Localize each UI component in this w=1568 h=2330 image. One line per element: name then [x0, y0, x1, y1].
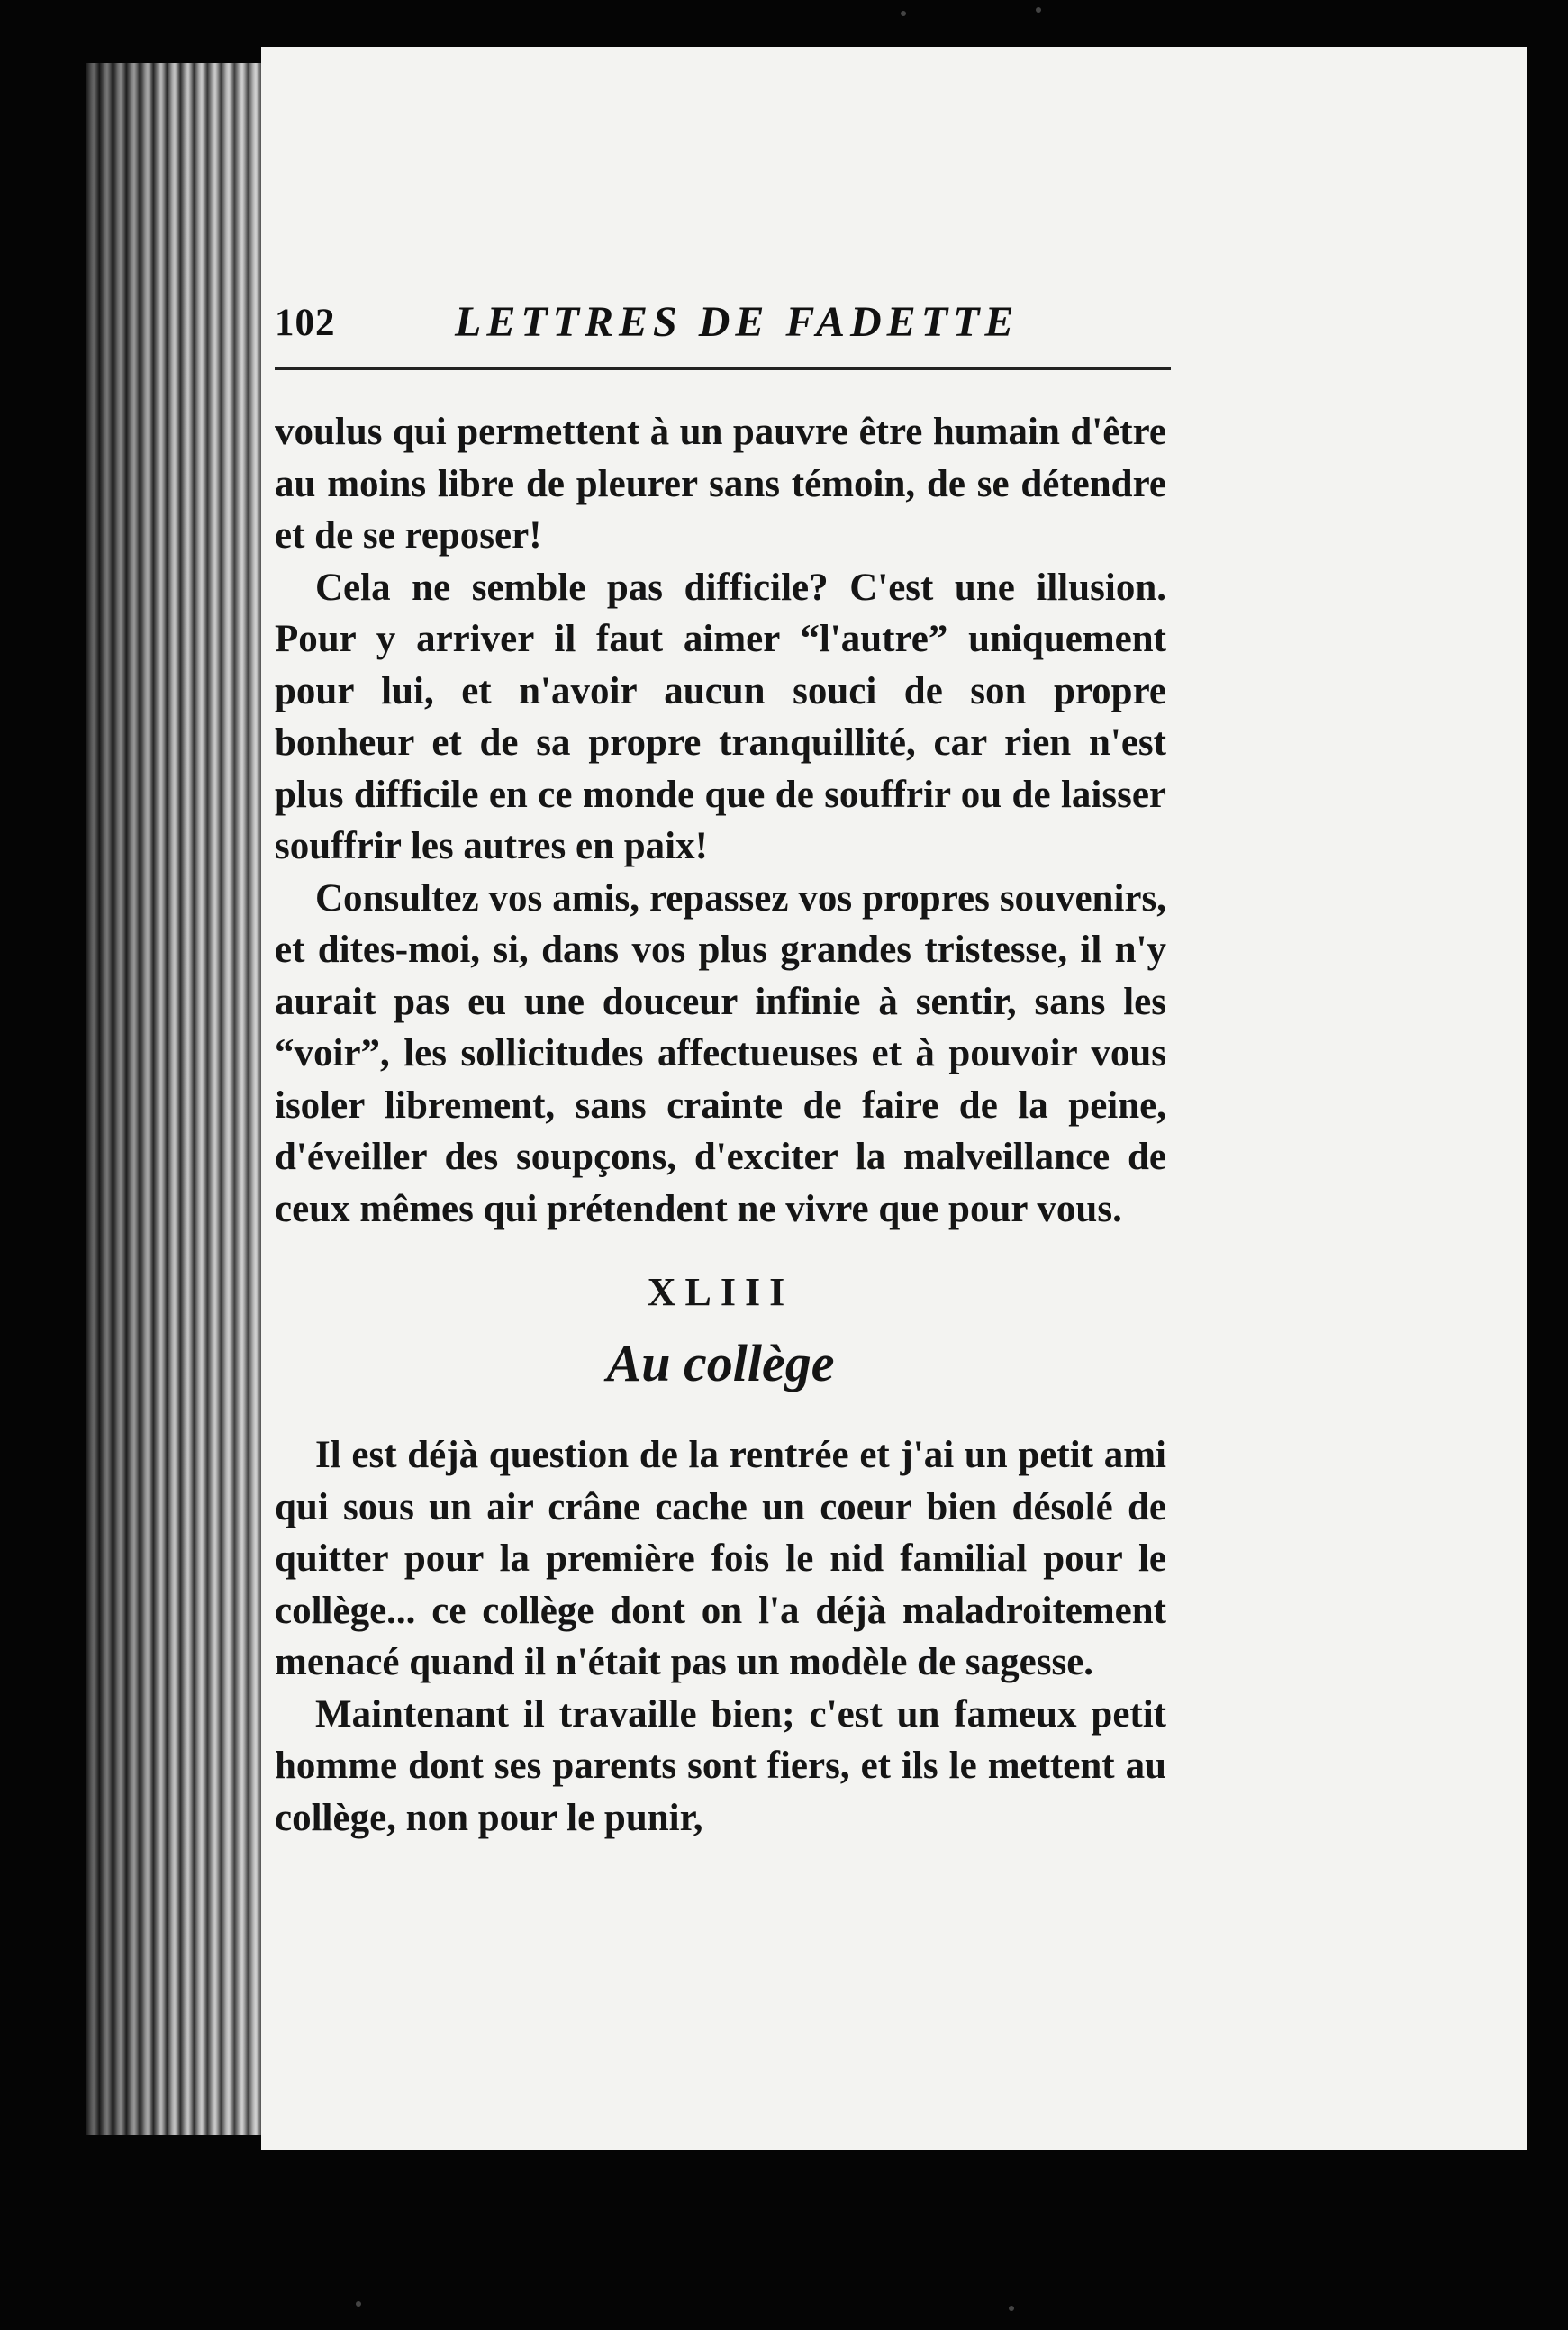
page-content [275, 297, 1446, 1844]
scan-speck [901, 11, 906, 16]
chapter-number: XLIII [647, 1270, 794, 1314]
paragraph: voulus qui permettent à un pauvre être humain d'être au moins libre de pleurer sans témoin, de se détendre et de se reposer! [275, 411, 1166, 557]
paragraph: Il est déjà question de la rentrée et j'ai un petit ami qui sous un air crâne cache un coeur bien désolé de quitter pour la première fois le nid familial pour le collège... ce collège dont on l'a déjà maladroitement menacé quand il n'était pas un modèle de sagesse. [275, 1434, 1166, 1683]
chapter-text [275, 1429, 1166, 1844]
header-rule [275, 367, 1171, 370]
chapter-title: Au collège [606, 1334, 835, 1392]
scan-speck [1036, 7, 1041, 13]
scan-speck [1009, 2306, 1014, 2311]
paragraph: Consultez vos amis, repassez vos propres souvenirs, et dites-moi, si, dans vos plus grandes tristesse, il n'y aurait pas eu une douceur infinie à sentir, sans les “voir”, les sollicitudes affectueuses et à pouvoir vous isoler librement, sans crainte de faire de la peine, d'éveiller des soupçons, d'exciter la malveillance de ceux mêmes qui prétendent ne vivre que pour vous. [275, 876, 1166, 1230]
running-title: LETTRES DE FADETTE [455, 298, 1020, 346]
paragraph: Cela ne semble pas difficile? C'est une illusion. Pour y arriver il faut aimer “l'autre” uniquement pour lui, et n'avoir aucun souci de son propre bonheur et de sa propre tranquillité, car rien n'est plus difficile en ce monde que de souffrir ou de laisser souffrir les autres en paix! [275, 566, 1166, 867]
scan-speck [356, 2301, 361, 2307]
book-edge-shadow [86, 63, 275, 2135]
paragraph: Maintenant il travaille bien; c'est un fameux petit homme dont ses parents sont fiers, et ils le mettent au collège, non pour le punir, [275, 1692, 1166, 1839]
running-head [275, 297, 1446, 360]
page-number: 102 [275, 302, 336, 344]
body-text [275, 406, 1166, 1235]
